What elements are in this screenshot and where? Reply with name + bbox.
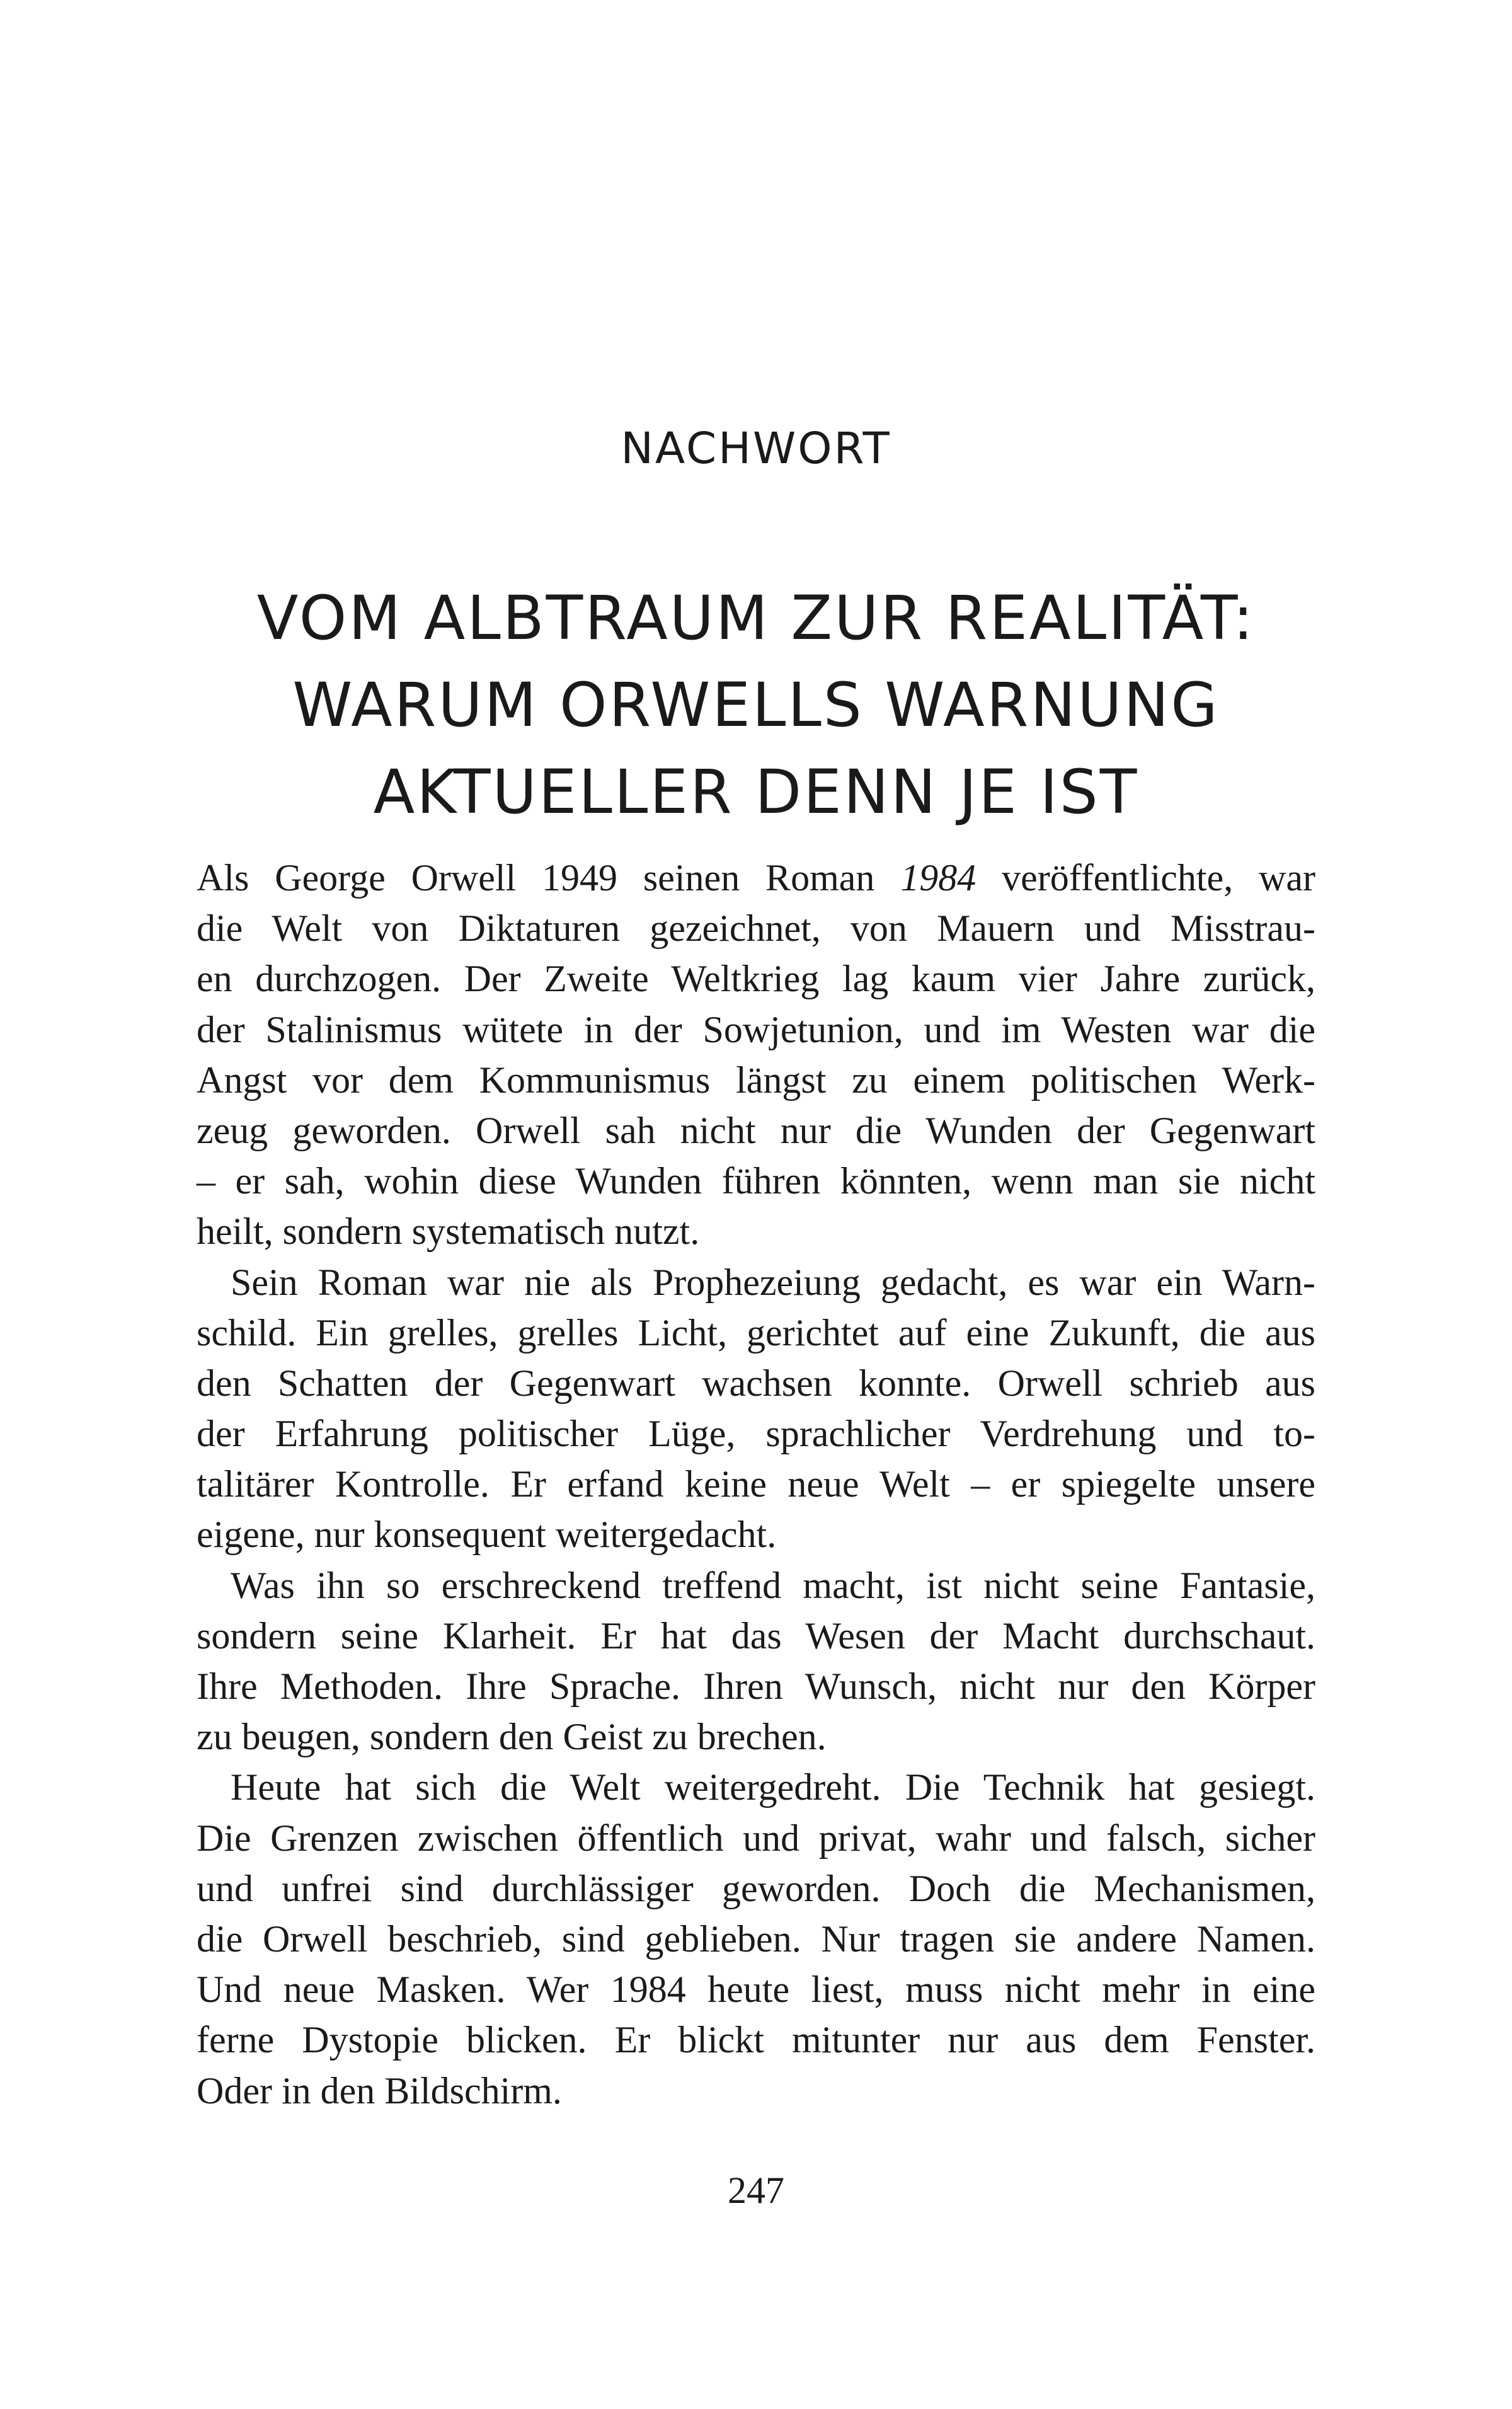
text-line: Angst vor dem Kommunismus längst zu einem politischen Werk- [197,1059,1315,1101]
paragraph [197,1257,1315,1560]
text-line: – er sah, wohin diese Wunden führen könnten, wenn man sie nicht [197,1160,1315,1202]
chapter-title-line: WARUM ORWELLS WARNUNG [292,670,1220,740]
text-line: Sein Roman war nie als Prophezeiung gedacht, es war ein Warn- [231,1261,1315,1303]
paragraph [197,1762,1315,2115]
text-segment: veröffentlichte, war [976,857,1315,899]
chapter-title-line: AKTUELLER DENN JE IST [373,757,1139,827]
text-line: der Erfahrung politischer Lüge, sprachlicher Verdrehung und to- [197,1413,1315,1455]
text-line: Oder in den Bildschirm. [197,2069,562,2112]
text-line: talitärer Kontrolle. Er erfand keine neue Welt – er spiegelte unsere [197,1463,1315,1505]
text-segment: Als George Orwell 1949 seinen Roman [197,857,901,899]
text-line: die Orwell beschrieb, sind geblieben. Nur tragen sie andere Namen. [197,1917,1315,1960]
text-line: Heute hat sich die Welt weitergedreht. Die Technik hat gesiegt. [231,1766,1315,1808]
text-line: Was ihn so erschreckend treffend macht, ist nicht seine Fantasie, [231,1564,1315,1606]
text-line: schild. Ein grelles, grelles Licht, gerichtet auf eine Zukunft, die aus [197,1311,1315,1354]
text-line: eigene, nur konsequent weitergedacht. [197,1514,777,1556]
body-text [197,853,1315,2116]
text-line: der Stalinismus wütete in der Sowjetunion, und im Westen war die [197,1008,1315,1050]
section-label: NACHWORT [621,423,891,474]
text-line [197,853,1315,903]
text-line: ferne Dystopie blicken. Er blickt mitunter nur aus dem Fenster. [197,2019,1315,2061]
paragraph [197,853,1315,1257]
text-line: zeug geworden. Orwell sah nicht nur die Wunden der Gegenwart [197,1109,1315,1151]
text-line: die Welt von Diktaturen gezeichnet, von Mauern und Misstrau- [197,907,1315,950]
text-line: zu beugen, sondern den Geist zu brechen. [197,1716,827,1758]
text-line: Ihre Methoden. Ihre Sprache. Ihren Wunsch, nicht nur den Körper [197,1665,1315,1707]
text-line: heilt, sondern systematisch nutzt. [197,1210,700,1253]
text-line: Die Grenzen zwischen öffentlich und privat, wahr und falsch, sicher [197,1817,1315,1859]
chapter-title [0,575,1512,836]
book-title-italic: 1984 [900,857,976,899]
chapter-title-line: VOM ALBTRAUM ZUR REALITÄT: [256,583,1256,653]
text-line: en durchzogen. Der Zweite Weltkrieg lag kaum vier Jahre zurück, [197,958,1315,1000]
text-line: und unfrei sind durchlässiger geworden. Doch die Mechanismen, [197,1867,1315,1909]
text-line: den Schatten der Gegenwart wachsen konnte. Orwell schrieb aus [197,1362,1315,1404]
text-line: Und neue Masken. Wer 1984 heute liest, muss nicht mehr in eine [197,1969,1315,2011]
text-line: sondern seine Klarheit. Er hat das Wesen der Macht durchschaut. [197,1614,1315,1657]
paragraph [197,1560,1315,1762]
page-number: 247 [728,2170,784,2211]
